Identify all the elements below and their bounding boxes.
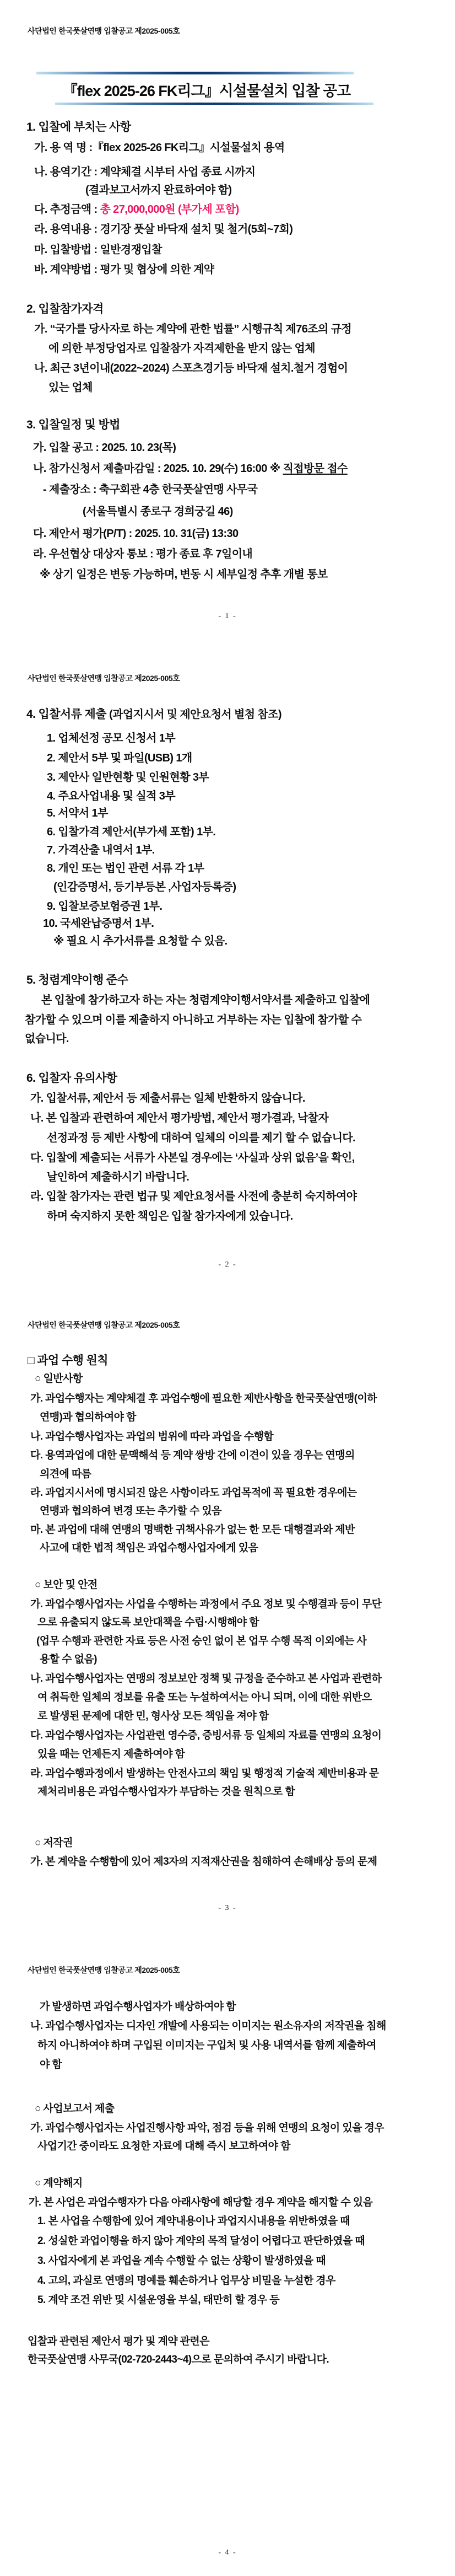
section-5-heading: 5. 청렴계약이행 준수 (26, 974, 128, 986)
s4-doc-item: 3. 제안사 일반현황 및 인원현황 3부 (47, 771, 209, 783)
s5-paragraph-line: 참가할 수 있으며 이를 제출하지 아니하고 거부하는 자는 입찰에 참가할 수 (25, 1014, 362, 1026)
s2-item-na-line1: 나. 최근 3년이내(2022~2024) 스포츠경기등 바닥재 설치.철거 경험이 (34, 362, 348, 374)
s1-item-service-name: 가. 용 역 명 :『flex 2025-26 FK리그』시설물설치 용역 (34, 142, 285, 154)
section-3-heading: 3. 입찰일정 및 방법 (26, 418, 120, 431)
evaluation-label: 다. 제안서 평가(P/T) : 2025. 10. 31 (33, 528, 192, 540)
deadline-datetime: 2025. 10. 29(수) 16:00 (163, 463, 267, 475)
section-4-heading-rest: (과업지시서 및 제안요청서 별첨 참조) (109, 709, 281, 721)
report-line: 가. 과업수행사업자는 사업진행사항 파악, 점검 등을 위해 연맹의 요청이 있을 경우 (30, 2122, 384, 2134)
page-2 (0, 644, 455, 1288)
doc-ref-number: 사단법인 한국풋살연맹 입찰공고 제2025-005호 (28, 26, 180, 35)
copyright-cont-line: 나. 과업수행사업자는 디자인 개발에 사용되는 이미지는 원소유자의 저작권을 침해 (30, 2020, 386, 2032)
copyright-subheading: ○ 저작권 (35, 1837, 73, 1849)
security-line: 라. 과업수행과정에서 발생하는 안전사고의 책임 및 행정적 기술적 제반비용과 문 (30, 1768, 379, 1779)
doc-ref-number: 사단법인 한국풋살연맹 입찰공고 제2025-005호 (28, 1321, 180, 1329)
termination-line: 가. 본 사업은 과업수행자가 다음 아래사항에 해당할 경우 계약을 해지할 수 있음 (29, 2197, 373, 2208)
budget-amount: 총 27,000,000원 (부가세 포함) (100, 203, 239, 216)
title-rule-top (36, 72, 354, 74)
general-line: 연맹과 협의하여 변경 또는 추가할 수 있음 (40, 1505, 221, 1517)
general-line: 라. 과업지시서에 명시되진 않은 사항이라도 과업목적에 꼭 필요한 경우에는 (30, 1487, 357, 1499)
s6-notice-line: 다. 입찰에 제출되는 서류가 사본일 경우에는 ‘사실과 상위 없음’을 확인, (30, 1152, 355, 1164)
s1-item-budget (34, 203, 239, 217)
copyright-cont-line: 가 발생하면 과업수행사업자가 배상하여야 함 (40, 2001, 236, 2012)
s4-doc-item: 2. 제안서 5부 및 파일(USB) 1개 (47, 752, 192, 764)
budget-label: 다. 추정금액 : (34, 203, 100, 216)
s2-item-ga-line1: 가. “국가를 당사자로 하는 계약에 관한 법률” 시행규칙 제76조의 규정 (34, 323, 352, 335)
s3-item-deadline (33, 462, 348, 476)
security-line: 으로 유출되지 않도록 보안대책을 수립·시행해야 함 (37, 1617, 259, 1628)
s1-item-contract-method: 바. 계약방법 : 평가 및 협상에 의한 계약 (34, 264, 214, 276)
s1-item-scope: 라. 용역내용 : 경기장 풋살 바닥재 설치 및 철거(5회~7회) (34, 223, 293, 235)
s6-notice-line: 나. 본 입찰과 관련하여 제안서 평가방법, 제안서 평가결과, 낙찰자 (30, 1112, 329, 1124)
page-number-2: - 2 - (218, 1260, 237, 1269)
termination-case: 5. 계약 조건 위반 및 시설운영을 부실, 태만히 할 경우 등 (37, 2294, 279, 2306)
s2-item-na-line2: 있는 업체 (48, 382, 93, 394)
s6-notice-line: 가. 입찰서류, 제안서 등 제출서류는 일체 반환하지 않습니다. (30, 1092, 305, 1104)
page-number-3: - 3 - (218, 1904, 237, 1912)
section-1-heading: 1. 입찰에 부치는 사항 (26, 121, 131, 133)
general-line: 사고에 대한 법적 책임은 과업수행사업자에게 있음 (40, 1542, 258, 1554)
s6-notice-line: 선정과정 등 제반 사항에 대하여 일체의 이의를 제기 할 수 없습니다. (47, 1132, 355, 1144)
contract-termination-subheading: ○ 계약해지 (35, 2177, 83, 2189)
page-4 (0, 1932, 455, 2576)
section-2-heading: 2. 입찰참가자격 (26, 303, 104, 315)
security-line: 로 발생된 문제에 대한 민, 형사상 모든 책임을 져야 함 (37, 1710, 269, 1722)
page-3 (0, 1288, 455, 1932)
deadline-separator: ※ (267, 463, 283, 475)
s1-item-period: 나. 용역기간 : 계약체결 시부터 사업 종료 시까지 (34, 166, 256, 178)
section-4-heading-bold: 4. 입찰서류 제출 (26, 708, 110, 721)
security-safety-subheading: ○ 보안 및 안전 (35, 1579, 98, 1591)
s4-doc-item-note: (인감증명서, 등기부등본 ,사업자등록증) (53, 881, 236, 893)
termination-case: 4. 고의, 과실로 연맹의 명예를 훼손하거나 업무상 비밀을 누설한 경우 (37, 2275, 335, 2287)
doc-title: 『flex 2025-26 FK리그』시설물설치 입찰 공고 (62, 83, 351, 99)
general-line: 의견에 따름 (40, 1468, 91, 1480)
security-line: 다. 과업수행사업자는 사업관련 영수증, 증빙서류 등 일체의 자료를 연맹의 요청이 (30, 1730, 382, 1741)
general-matters-subheading: ○ 일반사항 (35, 1373, 83, 1384)
security-line: 여 취득한 일체의 정보를 유출 또는 누설하여서는 아니 되며, 이에 대한 위반으 (37, 1692, 372, 1703)
doc-ref-number: 사단법인 한국풋살연맹 입찰공고 제2025-005호 (28, 1966, 180, 1974)
s4-doc-item: 10. 국세완납증명서 1부. (43, 917, 154, 930)
s2-item-ga-line2: 에 의한 부정당업자로 입찰참가 자격제한을 받지 않는 업체 (48, 342, 315, 355)
general-line: 연맹)과 협의하여야 함 (40, 1412, 136, 1423)
contact-phone-line: 한국풋살연맹 사무국(02-720-2443~4)으로 문의하여 주시기 바랍니다. (28, 2354, 329, 2365)
general-line: 다. 용역과업에 대한 문맥해석 등 계약 쌍방 간에 이견이 있을 경우는 연맹의 (30, 1450, 355, 1461)
s3-submit-place-line2: (서울특별시 종로구 경희궁길 46) (83, 506, 233, 518)
page-1 (0, 0, 455, 644)
s3-item-evaluation (33, 527, 239, 541)
general-line: 가. 과업수행자는 계약체결 후 과업수행에 필요한 제반사항을 한국풋살연맹(이하 (30, 1393, 377, 1404)
termination-case: 1. 본 사업을 수행함에 있어 계약내용이나 과업지시내용을 위반하였을 때 (37, 2215, 350, 2227)
deadline-label: 나. 참가신청서 제출마감일 : (33, 463, 164, 475)
page-number-4: - 4 - (218, 2548, 237, 2557)
security-line: (업무 수행과 관련한 자료 등은 사전 승인 없이 본 업무 수행 목적 이외에는 사 (36, 1635, 367, 1647)
general-line: 나. 과업수행사업자는 과업의 범위에 따라 과업을 수행함 (30, 1431, 274, 1442)
copyright-cont-line: 하지 아니하여야 하며 구입된 이미지는 구입처 및 사용 내역서를 함께 제출하여 (37, 2040, 376, 2051)
doc-ref-number: 사단법인 한국풋살연맹 입찰공고 제2025-005호 (28, 674, 180, 683)
s6-notice-line: 하며 숙지하지 못한 책임은 입찰 참가자에게 있습니다. (47, 1210, 293, 1222)
general-line: 마. 본 과업에 대해 연맹의 명백한 귀책사유가 없는 한 모든 대행결과와 제반 (30, 1524, 355, 1536)
s6-notice-line: 날인하여 제출하시기 바랍니다. (47, 1171, 189, 1183)
security-line: 제처리비용은 과업수행사업자가 부담하는 것을 원칙으로 함 (37, 1786, 295, 1797)
s1-item-bid-method: 마. 입찰방법 : 일반경쟁입찰 (34, 244, 162, 256)
evaluation-time: (금) 13:30 (192, 528, 239, 540)
report-line: 사업기간 중이라도 요청한 자료에 대해 즉시 보고하여야 함 (37, 2140, 290, 2152)
security-line: 용할 수 없음) (40, 1654, 97, 1665)
s4-doc-item: 9. 입찰보증보험증권 1부. (47, 900, 162, 913)
s4-doc-item: 5. 서약서 1부 (47, 807, 108, 819)
termination-case: 2. 성실한 과업이행을 하지 않아 계약의 목적 달성이 어렵다고 판단하였을 때 (37, 2235, 365, 2247)
section-4-heading (26, 707, 281, 722)
s4-doc-item: 7. 가격산출 내역서 1부. (47, 844, 155, 856)
s4-doc-item: 8. 개인 또는 법인 관련 서류 각 1부 (47, 862, 204, 874)
s4-doc-item: 4. 주요사업내용 및 실적 3부 (47, 790, 176, 802)
security-line: 가. 과업수행사업자는 사업을 수행하는 과정에서 주요 정보 및 수행결과 등이 무단 (30, 1598, 382, 1610)
s4-doc-item: 6. 입찰가격 제안서(부가세 포함) 1부. (47, 826, 216, 838)
security-line: 나. 과업수행사업자는 연맹의 정보보안 정책 및 규정을 준수하고 본 사업과 관련하 (30, 1673, 382, 1684)
s5-paragraph-line: 본 입찰에 참가하고자 하는 자는 청렴계약이행서약서를 제출하고 입찰에 (41, 994, 370, 1006)
s1-item-period-note: (결과보고서까지 완료하여야 함) (85, 184, 232, 196)
s6-notice-line: 라. 입찰 참가자는 관련 법규 및 제안요청서를 사전에 충분히 숙지하여야 (30, 1190, 357, 1203)
security-line: 있을 때는 언제든지 제출하여야 함 (37, 1748, 185, 1760)
section-6-heading: 6. 입찰자 유의사항 (26, 1072, 117, 1085)
s3-schedule-note: ※ 상기 일정은 변동 가능하며, 변동 시 세부일정 추후 개별 통보 (40, 568, 328, 581)
s3-item-announce-date: 가. 입찰 공고 : 2025. 10. 23(목) (33, 442, 176, 454)
s3-submit-place-line1: - 제출장소 : 축구회관 4층 한국풋살연맹 사무국 (43, 484, 258, 496)
s4-extra-docs-note: ※ 필요 시 추가서류를 요청할 수 있음. (53, 935, 228, 947)
report-submission-subheading: ○ 사업보고서 제출 (35, 2103, 115, 2115)
page-number-1: - 1 - (218, 612, 237, 620)
copyright-line: 가. 본 계약을 수행함에 있어 제3자의 지적재산권을 침해하여 손해배상 등의 문제 (30, 1856, 377, 1867)
title-rule-bottom (55, 103, 373, 105)
copyright-cont-line: 야 함 (40, 2059, 62, 2070)
termination-case: 3. 사업자에게 본 과업을 계속 수행할 수 없는 상황이 발생하였을 때 (37, 2255, 326, 2267)
deadline-visit-note: 직접방문 접수 (283, 463, 348, 475)
s3-item-notify: 라. 우선협상 대상자 통보 : 평가 종료 후 7일이내 (33, 548, 253, 560)
task-principles-heading: □ 과업 수행 원칙 (28, 1354, 108, 1367)
contact-line: 입찰과 관련된 제안서 평가 및 계약 관련은 (28, 2336, 209, 2347)
s5-paragraph-line: 없습니다. (25, 1033, 69, 1045)
s4-doc-item: 1. 업체선정 공모 신청서 1부 (47, 732, 176, 744)
